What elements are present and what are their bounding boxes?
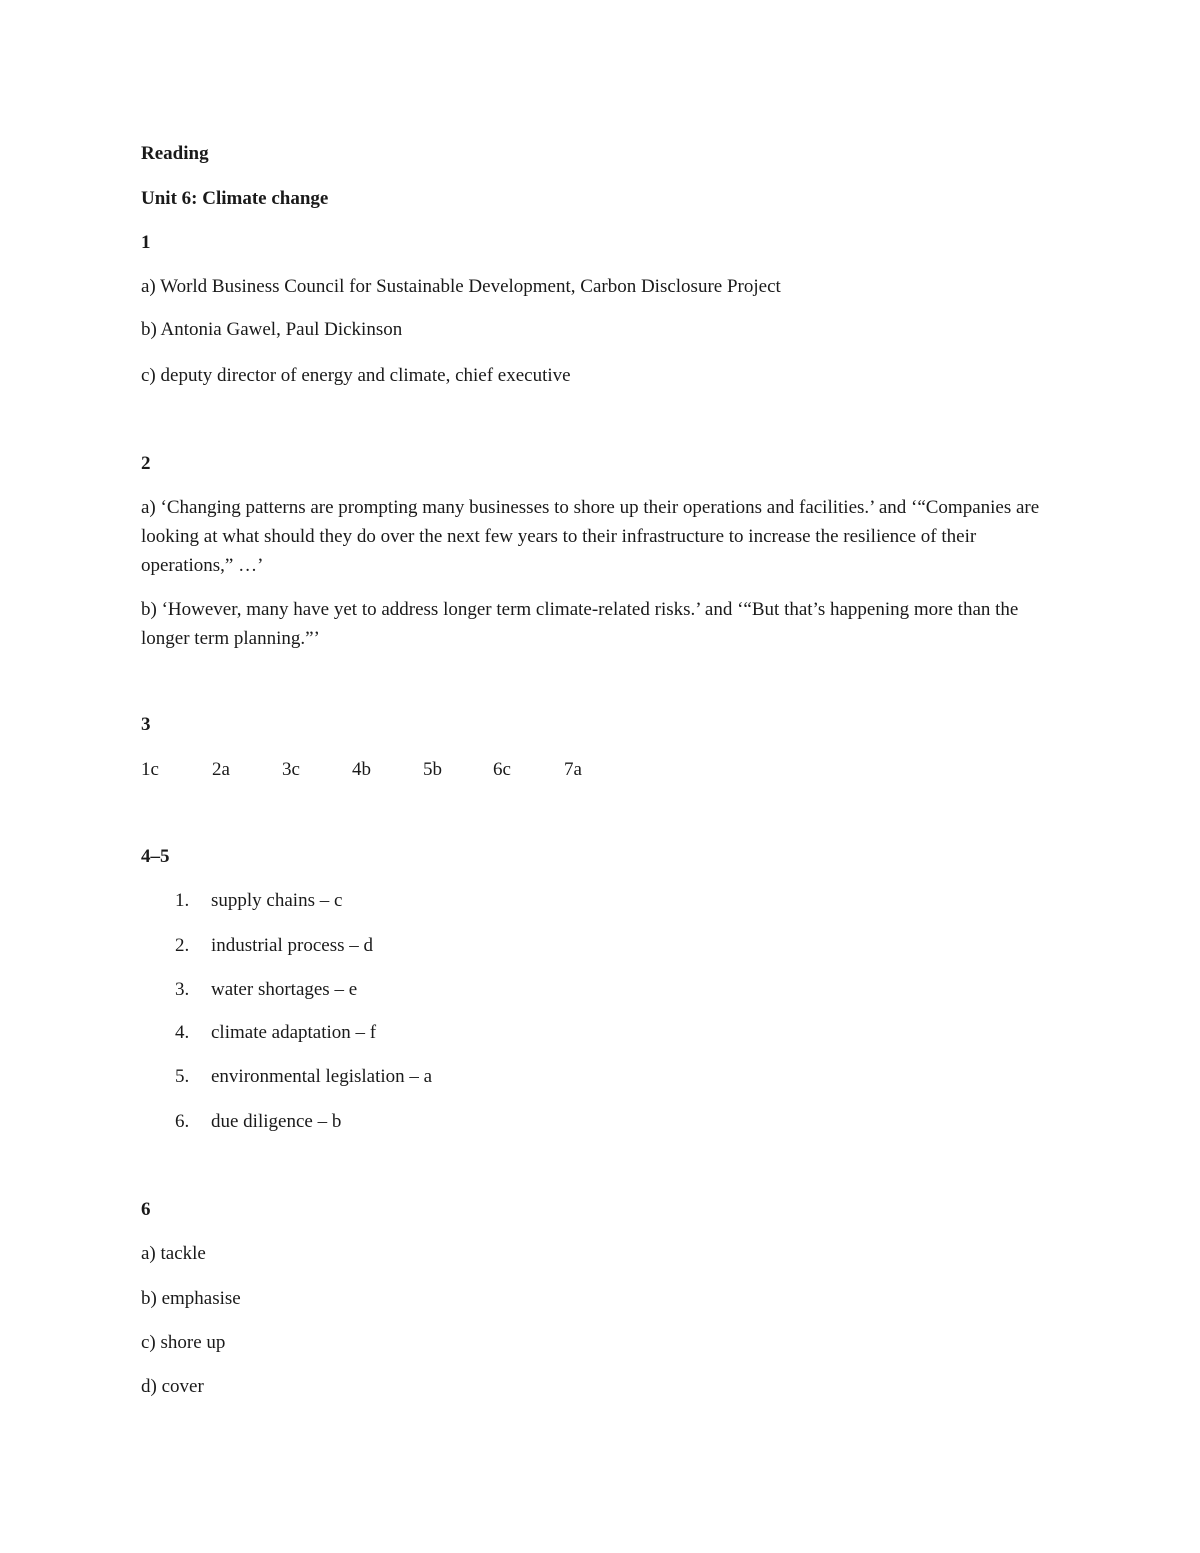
section-1-heading: 1 xyxy=(141,232,151,253)
section-2-item-a: a) ‘Changing patterns are prompting many businesses to shore up their operations and facilities.’ and ‘“Companies are looking at what should they do over the next few years to their infrastructure to increase the resilience of their operations,” …’ xyxy=(141,497,1040,576)
section-4-5-heading: 4–5 xyxy=(141,846,170,867)
list-item xyxy=(175,1019,376,1047)
section-6-item-a: a) tackle xyxy=(141,1243,206,1264)
list-text: industrial process – d xyxy=(211,935,374,956)
list-item xyxy=(175,887,342,915)
section-1-item-b: b) Antonia Gawel, Paul Dickinson xyxy=(141,319,403,340)
list-number: 3. xyxy=(175,979,190,1000)
section-6-item-b: b) emphasise xyxy=(141,1288,241,1309)
list-text: environmental legislation – a xyxy=(211,1066,433,1087)
section-6-item-c: c) shore up xyxy=(141,1332,226,1353)
list-text: climate adaptation – f xyxy=(211,1022,377,1043)
answer-3: 3c xyxy=(282,759,300,780)
list-number: 2. xyxy=(175,935,190,956)
answer-2: 2a xyxy=(212,759,230,780)
list-number: 4. xyxy=(175,1022,190,1043)
list-text: water shortages – e xyxy=(211,979,358,1000)
section-1-item-c: c) deputy director of energy and climate, chief executive xyxy=(141,365,571,386)
answer-1: 1c xyxy=(141,759,159,780)
answer-6: 6c xyxy=(493,759,511,780)
unit-heading: Unit 6: Climate change xyxy=(141,188,329,209)
list-number: 1. xyxy=(175,890,190,911)
page-title: Reading xyxy=(141,143,209,164)
list-item xyxy=(175,932,373,960)
section-2-item-b: b) ‘However, many have yet to address longer term climate-related risks.’ and ‘“But that’s happening more than the longer term planning.”’ xyxy=(141,599,1019,649)
answer-7: 7a xyxy=(564,759,582,780)
section-1-item-a: a) World Business Council for Sustainable Development, Carbon Disclosure Project xyxy=(141,276,781,297)
list-text: supply chains – c xyxy=(211,890,343,911)
answer-5: 5b xyxy=(423,759,442,780)
list-item xyxy=(175,1063,432,1091)
section-6-heading: 6 xyxy=(141,1199,151,1220)
list-text: due diligence – b xyxy=(211,1111,342,1132)
section-3-heading: 3 xyxy=(141,714,151,735)
list-item xyxy=(175,1108,341,1136)
list-item xyxy=(175,976,357,1004)
section-2-heading: 2 xyxy=(141,453,151,474)
list-number: 5. xyxy=(175,1066,190,1087)
section-6-item-d: d) cover xyxy=(141,1376,204,1397)
answer-4: 4b xyxy=(352,759,371,780)
list-number: 6. xyxy=(175,1111,190,1132)
